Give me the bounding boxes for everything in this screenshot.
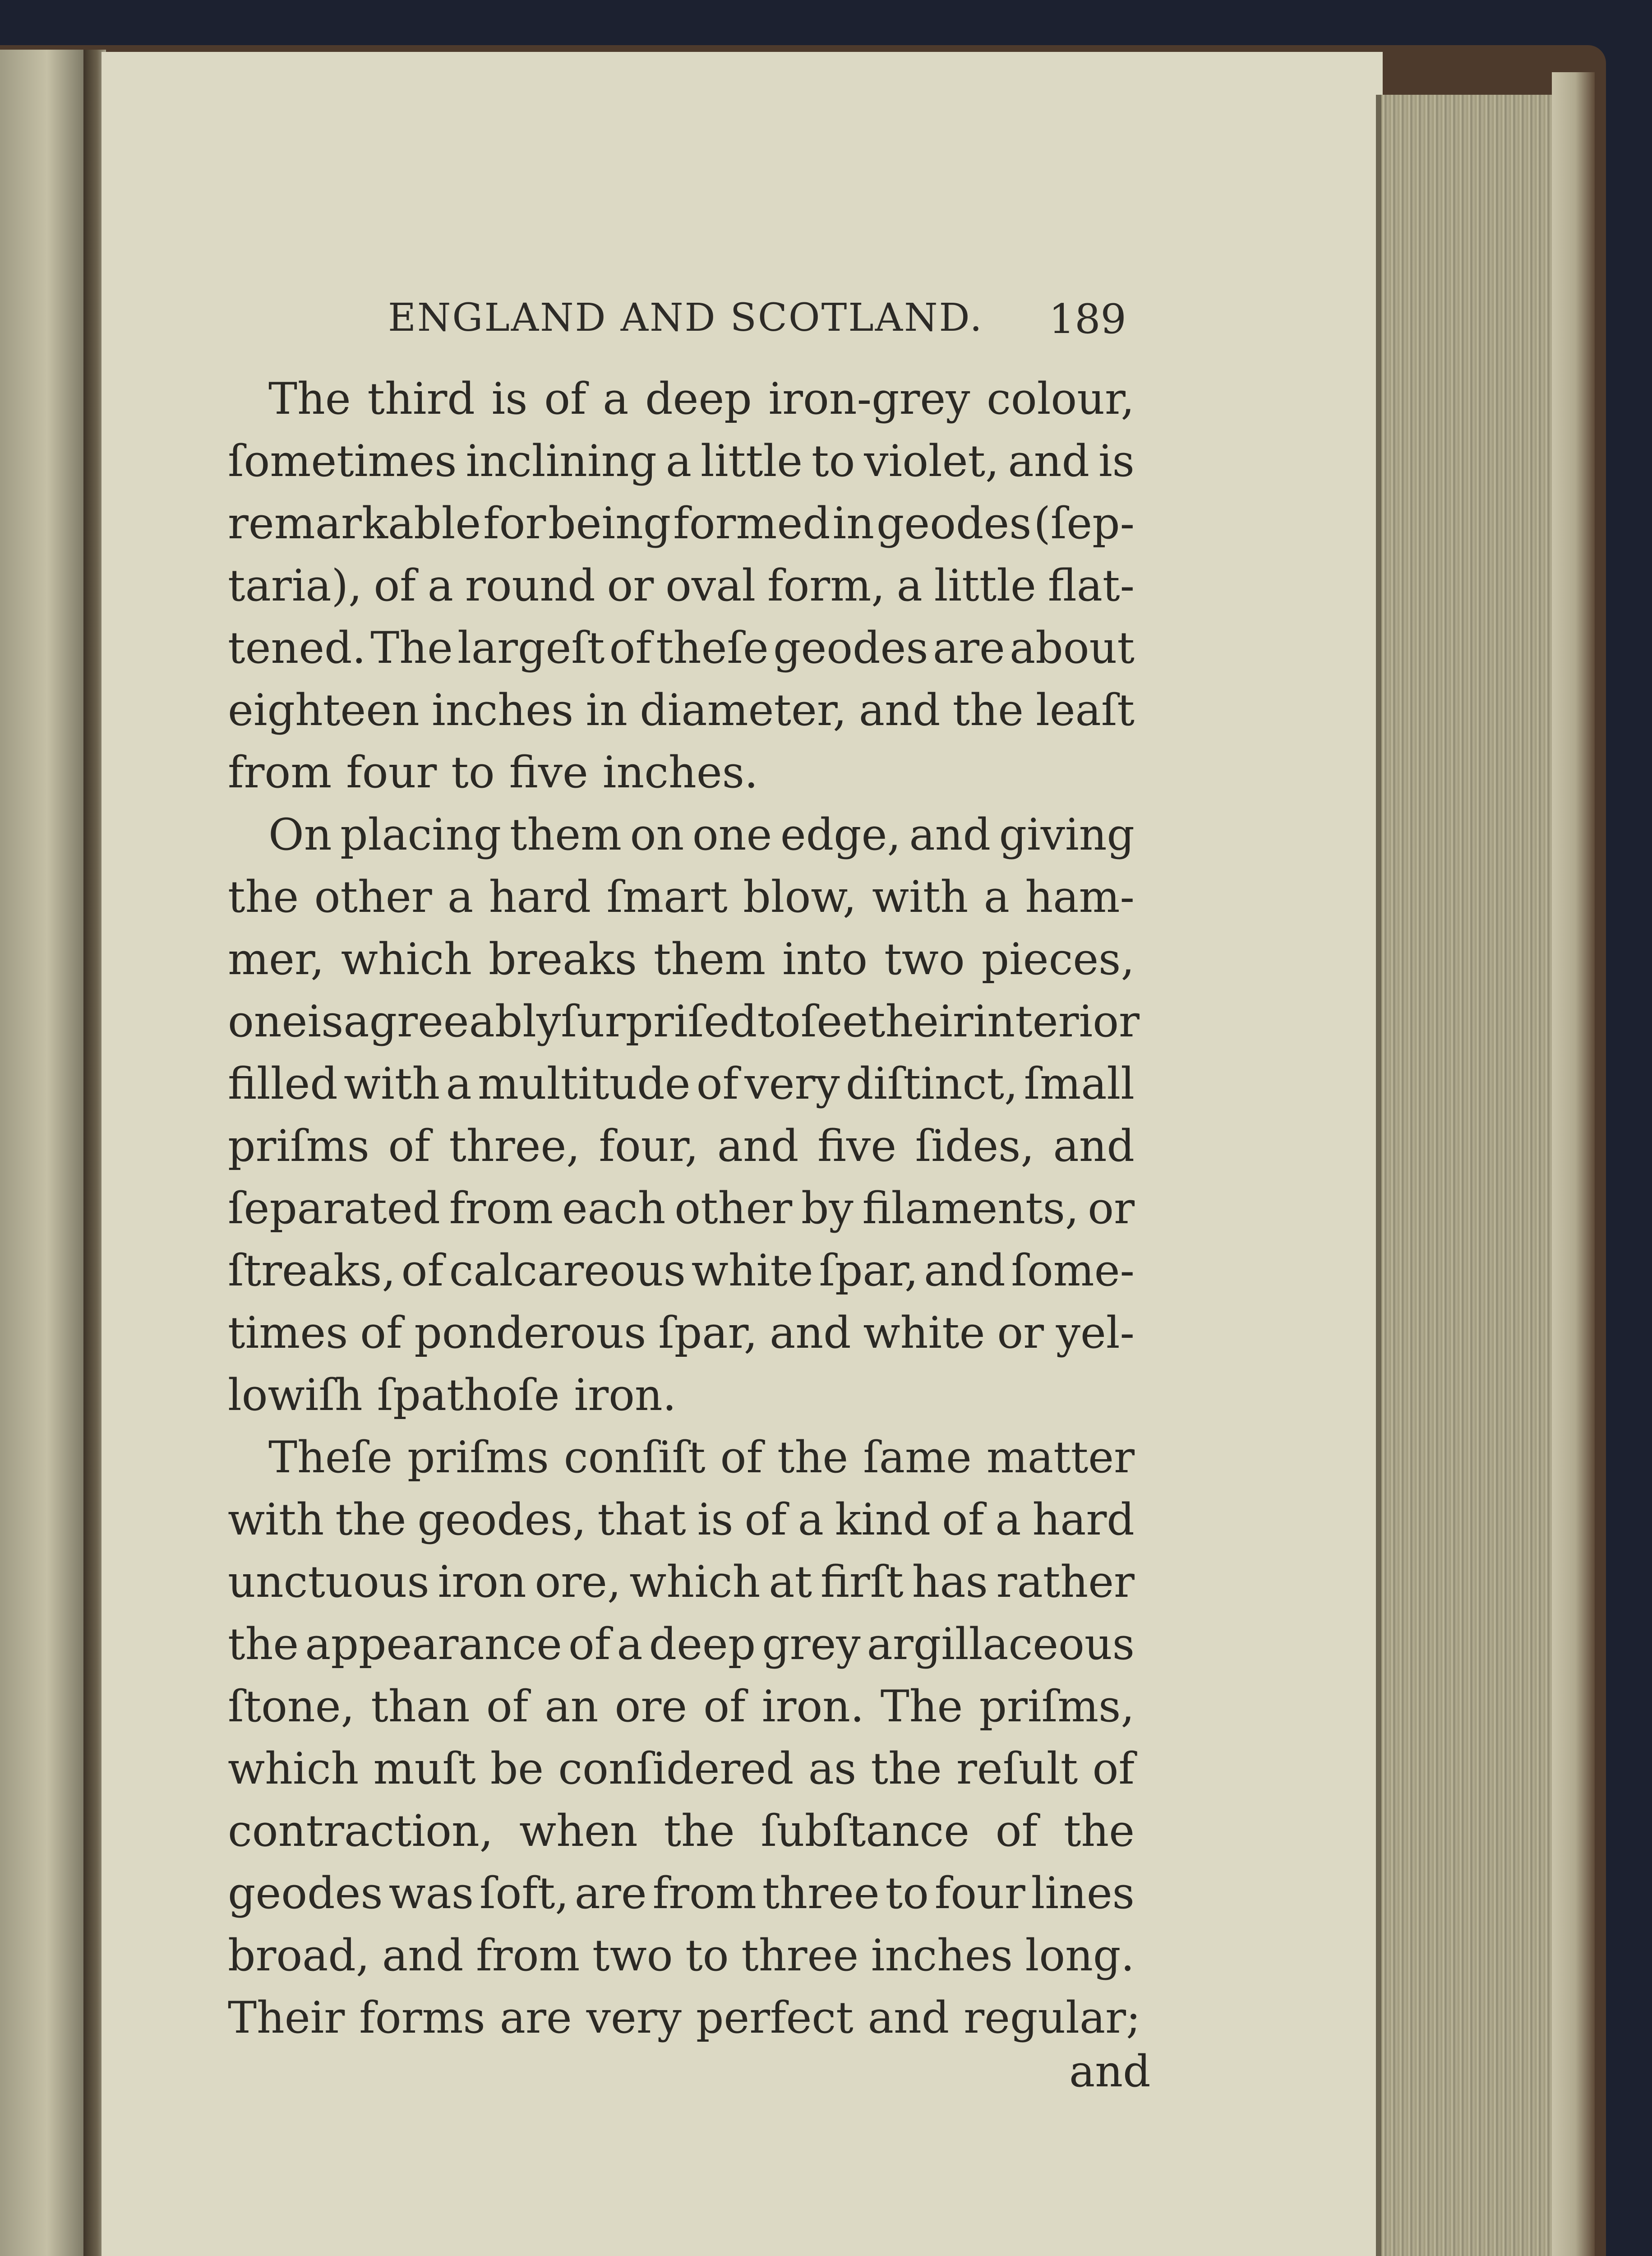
text-line: one is agreeably ſurpriſed to ſee their interior bbox=[228, 996, 1140, 1047]
text-line: broad, and from two to three inches long. bbox=[228, 1930, 1135, 1981]
text-line: contraction, when the ſubſtance of the bbox=[228, 1806, 1135, 1856]
text-line: ſtone, than of an ore of iron. The priſms, bbox=[228, 1681, 1135, 1732]
text-line: ſtreaks, of calcareous white ſpar, and ſome- bbox=[228, 1245, 1135, 1296]
text-line: which muſt be conſidered as the reſult of bbox=[228, 1743, 1135, 1794]
text-line: lowiſh ſpathoſe iron. bbox=[228, 1370, 677, 1420]
text-line: geodes was ſoft, are from three to four lines bbox=[228, 1868, 1135, 1919]
text-line: ſeparated from each other by filaments, or bbox=[228, 1183, 1135, 1234]
text-line: times of ponderous ſpar, and white or yel- bbox=[228, 1308, 1135, 1358]
running-head: ENGLAND AND SCOTLAND. bbox=[388, 296, 983, 340]
page-number: 189 bbox=[1049, 296, 1126, 343]
text-line: Their forms are very perfect and regular; bbox=[228, 1992, 1141, 2043]
page-edges bbox=[1376, 95, 1562, 2256]
back-cover-edge bbox=[1552, 72, 1595, 2256]
text-line: Theſe priſms conſiſt of the ſame matter bbox=[268, 1432, 1135, 1483]
text-line: with the geodes, that is of a kind of a hard bbox=[228, 1494, 1135, 1545]
text-line: taria), of a round or oval form, a little flat- bbox=[228, 560, 1135, 611]
text-line: filled with a multitude of very diſtinct, ſmall bbox=[228, 1059, 1135, 1109]
facing-page-left bbox=[0, 50, 86, 2256]
text-line: On placing them on one edge, and giving bbox=[268, 809, 1135, 860]
text-line: remarkable for being formed in geodes (ſep- bbox=[228, 498, 1135, 549]
text-line: priſms of three, four, and five ſides, and bbox=[228, 1121, 1135, 1171]
text-line: tened. The largeſt of theſe geodes are about bbox=[228, 623, 1135, 673]
text-line: the appearance of a deep grey argillaceous bbox=[228, 1619, 1135, 1669]
body-text bbox=[228, 368, 1141, 2049]
text-line: unctuous iron ore, which at firſt has rather bbox=[228, 1557, 1135, 1607]
text-line: mer, which breaks them into two pieces, bbox=[228, 934, 1135, 985]
text-line: from four to five inches. bbox=[228, 747, 758, 798]
text-line: The third is of a deep iron-grey colour, bbox=[268, 374, 1135, 424]
text-line: the other a hard ſmart blow, with a ham- bbox=[228, 872, 1135, 922]
text-line: ſometimes inclining a little to violet, and is bbox=[228, 436, 1135, 486]
text-line: eighteen inches in diameter, and the leaſt bbox=[228, 685, 1135, 735]
catchword: and bbox=[1069, 2046, 1151, 2097]
